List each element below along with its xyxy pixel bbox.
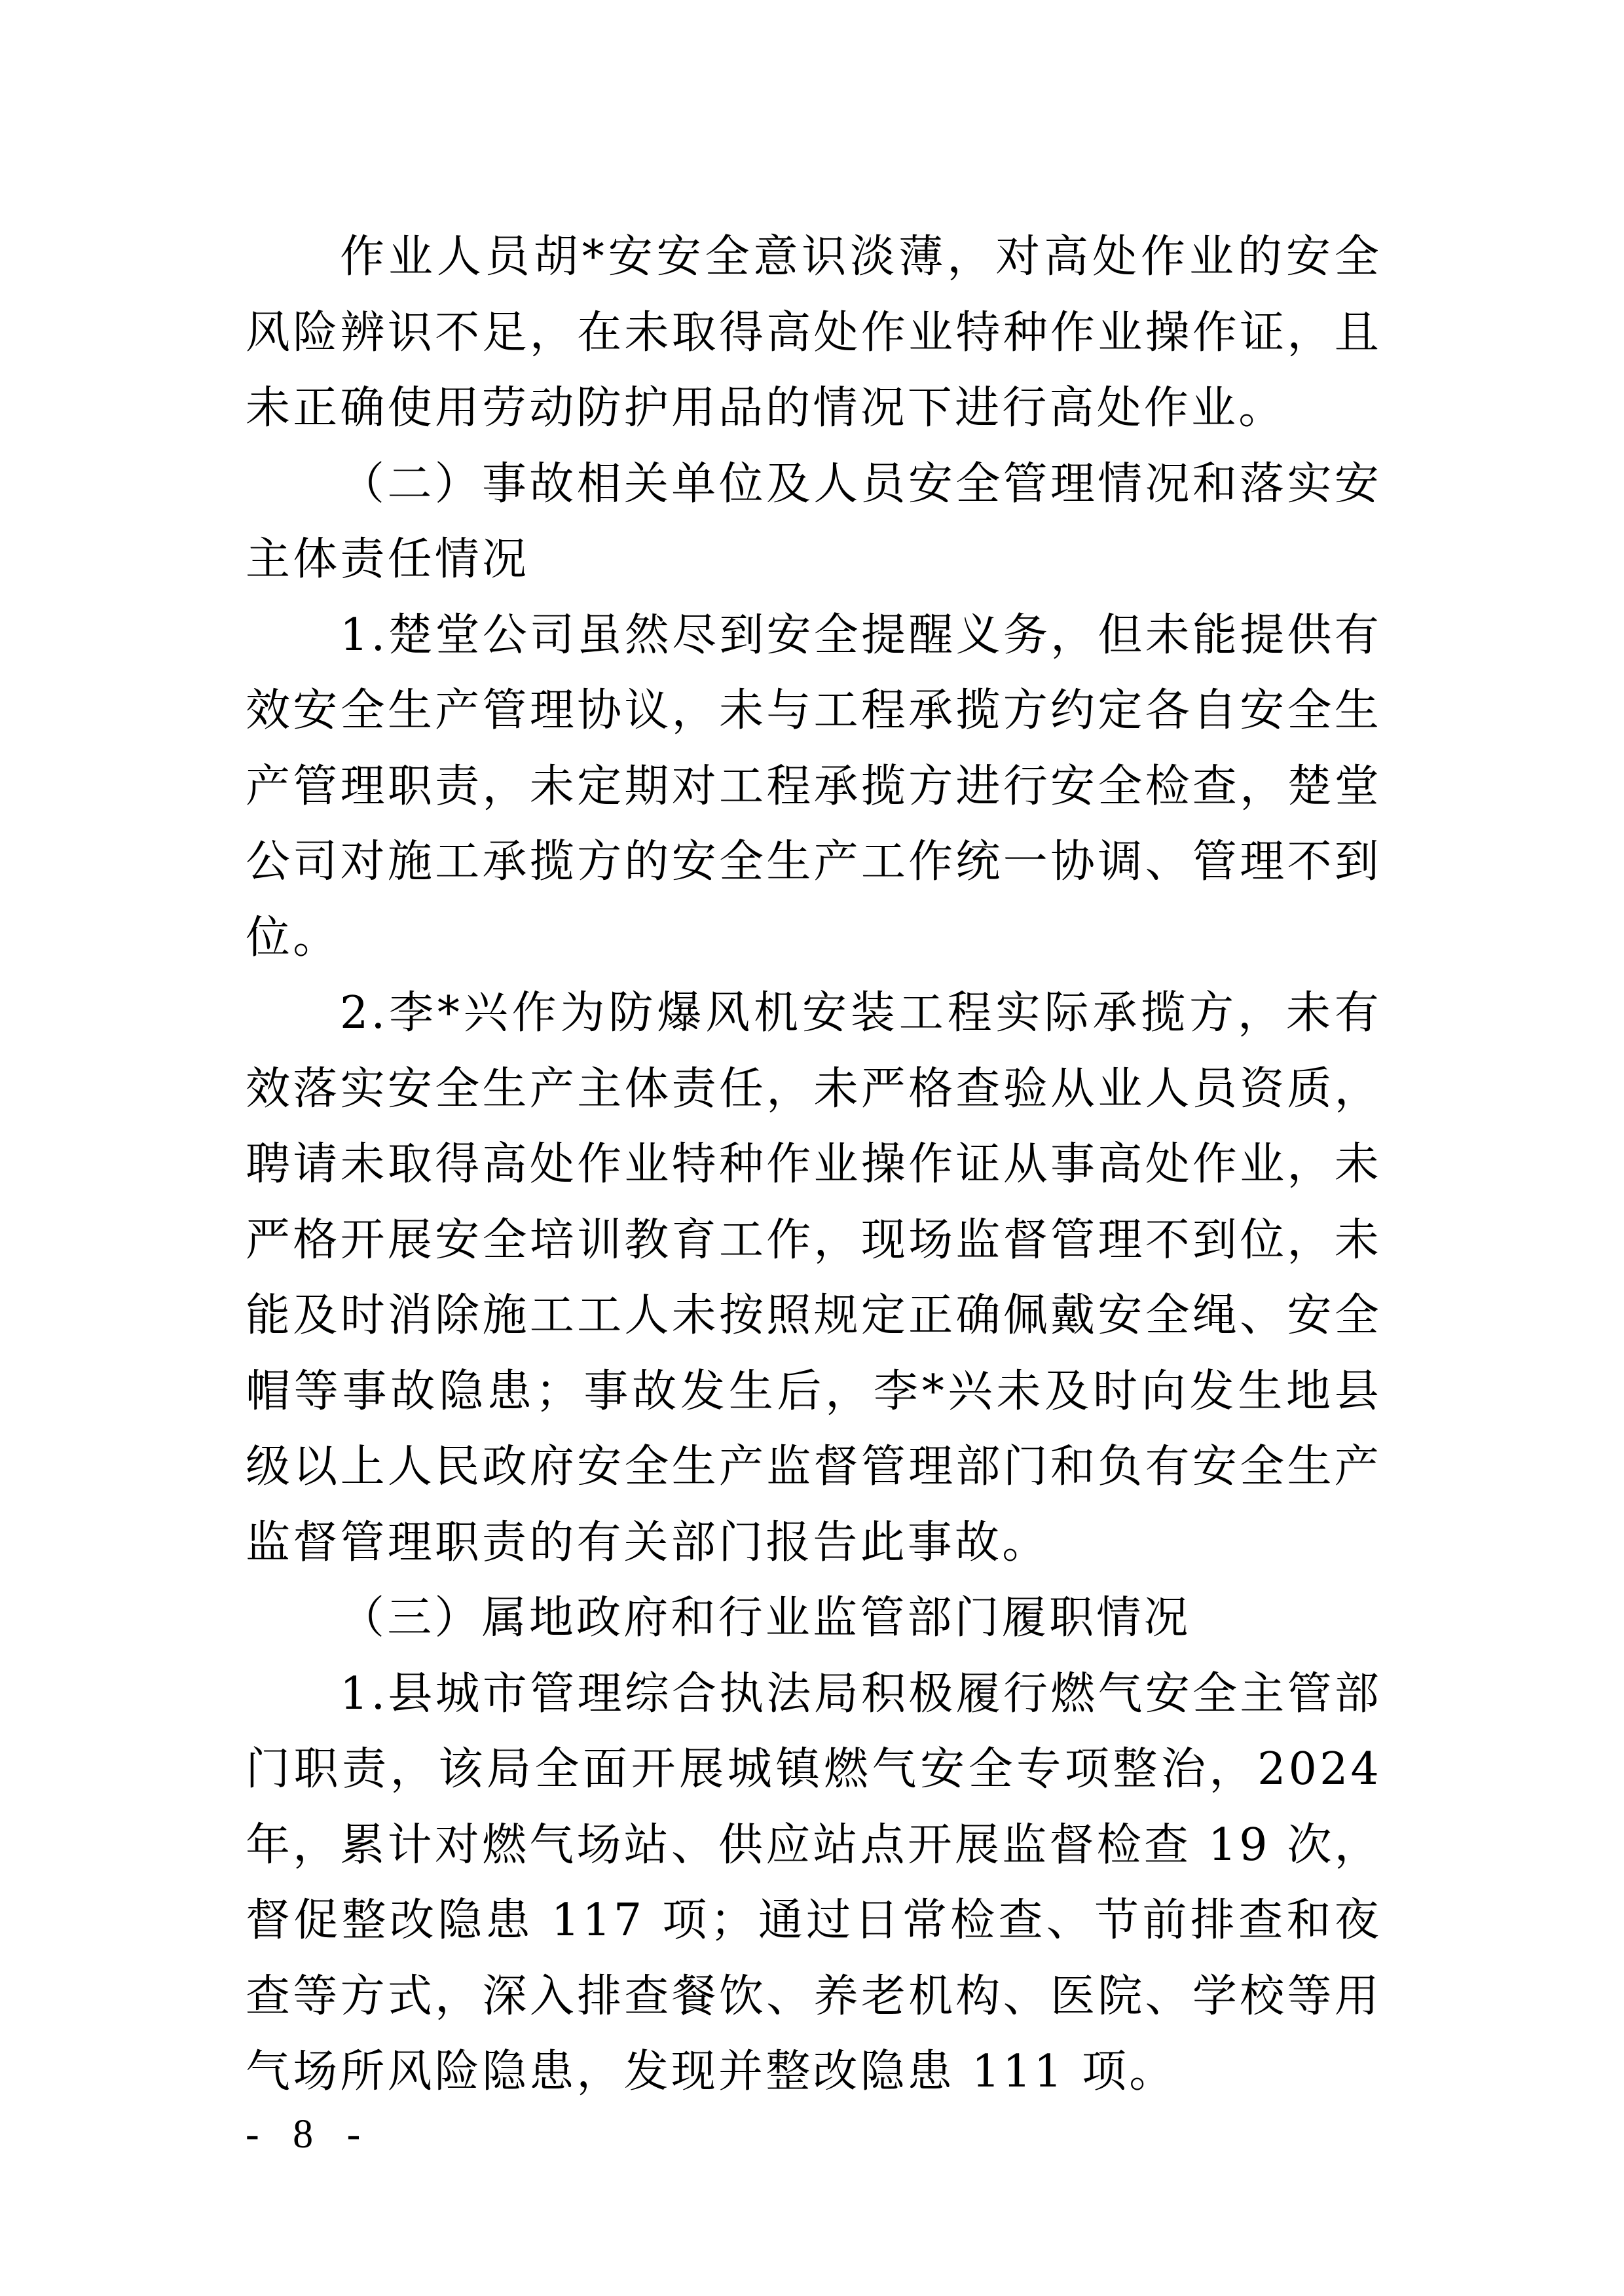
- paragraph-chutang-company: 1.楚堂公司虽然尽到安全提醒义务，但未能提供有效安全生产管理协议，未与工程承揽方约定各自安全生产管理职责，未定期对工程承揽方进行安全检查，楚堂公司对施工承揽方的安全生产工作统一协调、管理不到位。: [246, 609, 1382, 964]
- paragraph-worker-fault: 作业人员胡*安安全意识淡薄，对高处作业的安全风险辨识不足，在未取得高处作业特种作业操作证，且未正确使用劳动防护用品的情况下进行高处作业。: [246, 231, 1382, 434]
- section-heading-2: （二）事故相关单位及人员安全管理情况和落实安主体责任情况: [246, 458, 1382, 585]
- page-number: - 8 -: [246, 2112, 373, 2157]
- paragraph-city-management-bureau: 1.县城市管理综合执法局积极履行燃气安全主管部门职责，该局全面开展城镇燃气安全专项整治，2024 年，累计对燃气场站、供应站点开展监督检查 19 次，督促整改隐患 117 项；通过日常检查、节前排查和夜查等方式，深入排查餐饮、养老机构、医院、学校等用气场所风险隐患，发现并整改隐患 111 项。: [246, 1667, 1382, 2098]
- section-heading-3: （三）属地政府和行业监管部门履职情况: [340, 1592, 1191, 1644]
- document-page: [246, 219, 1382, 2110]
- paragraph-li-xing: 2.李*兴作为防爆风机安装工程实际承揽方，未有效落实安全生产主体责任，未严格查验从业人员资质，聘请未取得高处作业特种作业操作证从事高处作业，未严格开展安全培训教育工作，现场监督管理不到位，未能及时消除施工工人未按照规定正确佩戴安全绳、安全帽等事故隐患；事故发生后，李*兴未及时向发生地县级以上人民政府安全生产监督管理部门和负有安全生产监督管理职责的有关部门报告此事故。: [246, 987, 1382, 1569]
